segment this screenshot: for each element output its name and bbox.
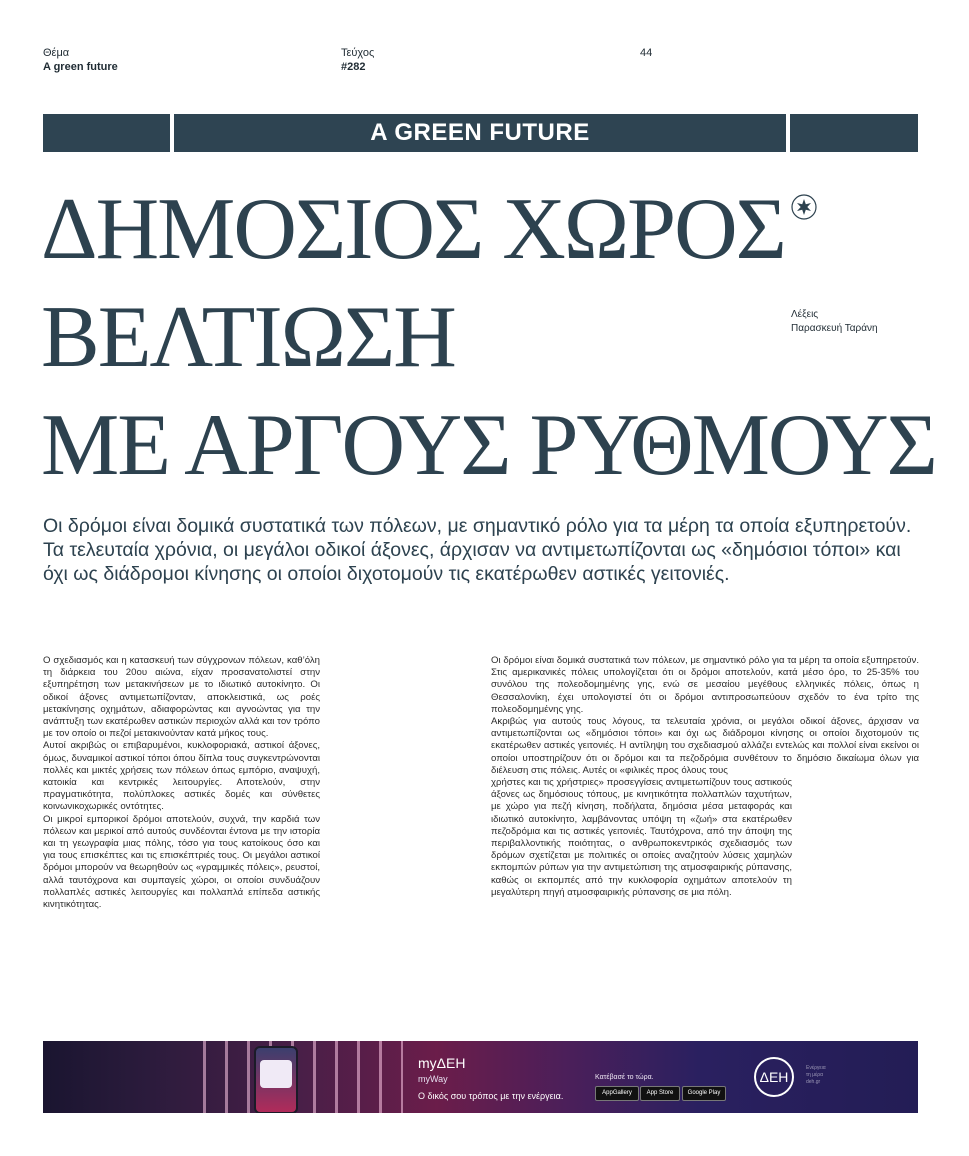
lead-paragraph: Οι δρόμοι είναι δομικά συστατικά των πόλεων, με σημαντικό ρόλο για τα μέρη τα οποία εξυπηρετούν. Τα τελευταία χρόνια, οι μεγάλοι οδικοί άξονες, άρχισαν να αντιμετωπίζονται ως «δημόσιοι τόποι» και όχι ως διάδρομοι κίνησης οι οποίοι διχοτομούν τις εκατέρωθεν αστικές γειτονιές. (43, 515, 912, 585)
advertisement-banner[interactable] (43, 1041, 918, 1113)
ad-side-line: deh.gr (806, 1079, 821, 1085)
body-paragraph: Οι δρόμοι είναι δομικά συστατικά των πόλεων, με σημαντικό ρόλο για τα μέρη τα οποία εξυπηρετούν. Στις αμερικανικές πόλεις υπολογίζεται ότι οι δρόμοι αποτελούν, κατά μέσο όρο, το 25-35% του συνόλου της πολεοδομημένης γης, ενώ σε μεσαίου μεγέθους ελληνικές πόλεις, όπως η Θεσσαλονίκη, έχει υπολογιστεί ότι οι δρόμοι αντιπροσωπεύουν σχεδόν το ένα τρίτο της πολεοδομημένης γης. (491, 655, 919, 715)
appgallery-badge[interactable]: AppGallery (595, 1086, 639, 1101)
ad-tagline: Ο δικός σου τρόπος με την ενέργεια. (418, 1091, 564, 1101)
ad-side-text (806, 1065, 826, 1086)
page-number: 44 (640, 47, 653, 59)
ad-subtitle: myWay (418, 1074, 448, 1084)
theme-label: Θέμα (43, 47, 70, 59)
deh-logo: ΔΕΗ (754, 1057, 794, 1097)
star-badge-icon (791, 194, 817, 220)
ad-side-line: τη μέρα (806, 1072, 823, 1078)
banner-right-block (790, 114, 918, 152)
ad-title: myΔΕΗ (418, 1055, 466, 1071)
body-paragraph: Ακριβώς για αυτούς τους λόγους, τα τελευταία χρόνια, οι μεγάλοι οδικοί άξονες, άρχισαν να αντιμετωπίζονται ως «δημόσιοι τόποι» και όχι ως διάδρομοι κίνησης οι οποίοι διχοτομούν τις εκατέρωθεν αστικές γειτονιές. Η αντίληψη του σχεδιασμού αλλάζει εντελώς και πολλοί είναι εκείνοι οι οποίοι υποστηρίζουν ότι οι δρόμοι και τα πεζοδρόμια συνθέτουν το δημόσιο δικαίωμα όλων για διέλευση στις πόλεις. Αυτές οι «φιλικές προς όλους τους (491, 716, 919, 776)
byline-author: Παρασκευή Ταράνη (791, 323, 878, 334)
section-banner (43, 114, 918, 152)
ad-light-stripes (203, 1041, 403, 1113)
body-paragraph: Ο σχεδιασμός και η κατασκευή των σύγχρονων πόλεων, καθ’όλη τη διάρκεια του 20ου αιώνα, είχαν προσανατολιστεί στην εξυπηρέτηση των μετακινήσεων με το ιδιωτικό αυτοκίνητο. Οι οδικοί άξονες αντιμετωπίζονταν, αποκλειστικά, ως ροές μετακίνησης οχημάτων, αδιαφορώντας και αγνοώντας για την ανάπτυξη των εκατέρωθεν αστικών περιοχών αλλά και τον τρόπο με τον οποίο οι πεζοί μετακινούνταν κατά μήκος τους. (43, 655, 320, 740)
issue-label: Τεύχος (341, 47, 375, 59)
byline-label: Λέξεις (791, 309, 819, 320)
ad-phone-image (254, 1046, 298, 1113)
body-paragraph: Οι μικροί εμπορικοί δρόμοι αποτελούν, συχνά, την καρδιά των πόλεων και μερικοί από αυτούς συνδέονται έντονα με την ιστορία και τη γεωγραφία μιας πόλης, τόσο για τους κατοίκους όσο και για τους επισκέπτες και τις επισκέπτριές τους. Οι μεγάλοι αστικοί δρόμοι μπορούν να θεωρηθούν ως «γραμμικές πόλεις», ρευστοί, αλλά ταυτόχρονα και συμπαγείς χώροι, οι οποίοι συνδυάζουν πολλαπλές αστικές λειτουργίες και πολλαπλά επίπεδα αστικής κινητικότητας. (43, 813, 320, 911)
banner-left-block (43, 114, 170, 152)
body-column-left (43, 655, 320, 911)
banner-label: A GREEN FUTURE (370, 119, 590, 146)
headline-line-3: ΜΕ ΑΡΓΟΥΣ ΡΥΘΜΟΥΣ (41, 397, 936, 494)
ad-side-line: Ενέργεια (806, 1065, 826, 1071)
body-paragraph: χρήστες και τις χρήστριες» προσεγγίσεις αντιμετωπίζουν τους αστικούς άξονες ως δημόσιους τόπους, με κινητικότητα πολλαπλών ταχυτήτων, με χώρο για πεζή κίνηση, ποδήλατα, δημόσια μέσα μεταφοράς και ιδιωτικό αυτοκίνητο, λαμβάνοντας υπόψη τη «ζωή» στα εκατέρωθεν πεζοδρόμια και τις αστικές γειτονιές. Ταυτόχρονα, από την άποψη της περιβαλλοντικής ποιότητας, ο ανθρωποκεντρικός σχεδιασμός των δρόμων σχετίζεται με πολιτικές οι οποίες αναζητούν λύσεις χαμηλών εκπομπών ρύπων για την αντιμετώπιση της ατμοσφαιρικής ρύπανσης, καθώς οι εκπομπές από την κυκλοφορία οχημάτων αποτελούν τη μεγαλύτερη πηγή ατμοσφαιρικής ρύπανσης σε μια πόλη. (491, 777, 792, 898)
theme-value: A green future (43, 61, 118, 73)
body-paragraph: Αυτοί ακριβώς οι επιβαρυμένοι, κυκλοφοριακά, αστικοί άξονες, όμως, δυναμικοί αστικοί τόποι όπου δίπλα τους συγκεντρώνονται πολλές και μικτές χρήσεις των πόλεων όπως εμπόριο, αναψυχή, κατοικία και κεντρικές λειτουργίες. Αποτελούν, στην πραγματικότητα, πολύπλοκες αστικές δομές και σύνθετες κοινωνικοχωρικές οντότητες. (43, 740, 320, 813)
app-store-badge[interactable]: App Store (640, 1086, 680, 1101)
issue-value: #282 (341, 61, 366, 73)
header-theme (43, 46, 118, 74)
byline (791, 308, 878, 336)
google-play-badge[interactable]: Google Play (682, 1086, 726, 1101)
headline-line-2: ΒΕΛΤΙΩΣΗ (41, 289, 455, 386)
headline-line-1: ΔΗΜΟΣΙΟΣ ΧΩΡΟΣ (41, 181, 785, 278)
ad-cta: Κατέβασέ το τώρα. (595, 1074, 654, 1081)
header-issue (341, 46, 374, 74)
body-column-right (491, 655, 919, 899)
